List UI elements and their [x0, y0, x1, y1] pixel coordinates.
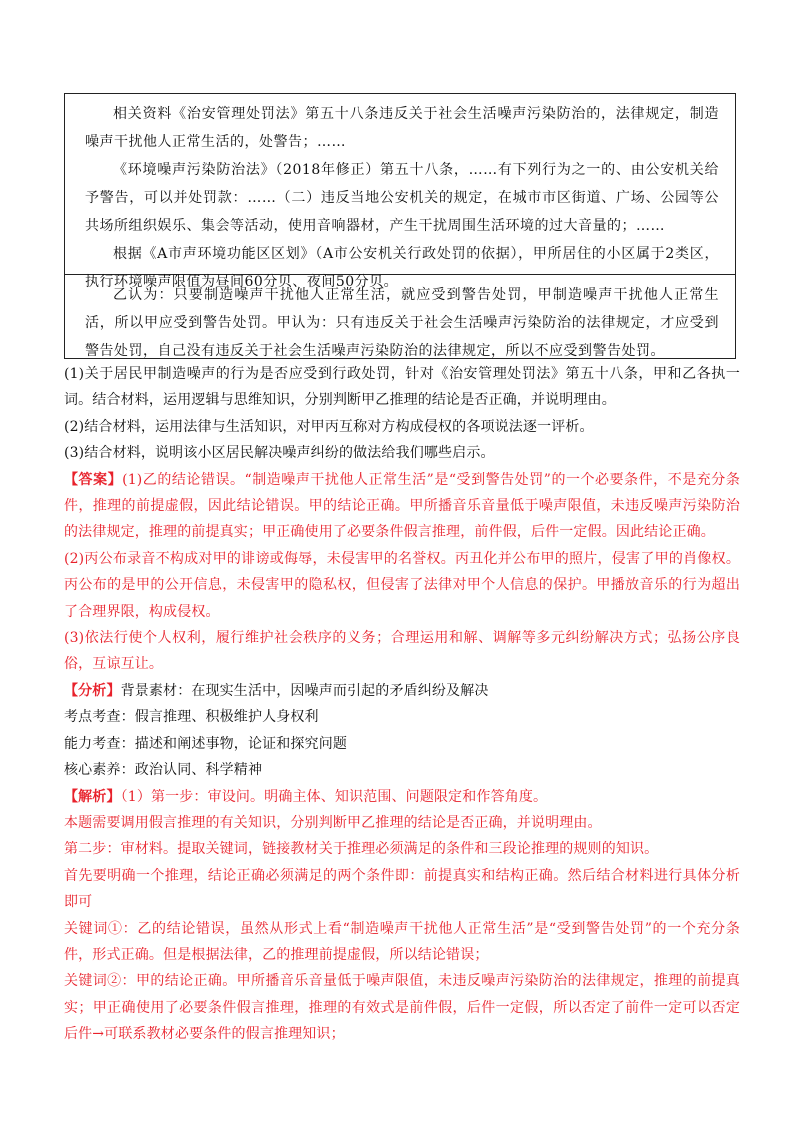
debate-paragraph: 乙认为：只要制造噪声干扰他人正常生活，就应受到警告处罚，甲制造噪声干扰他人正常生活，所以甲应受到警告处罚。甲认为：只有违反关于社会生活噪声污染防治的法律规定，才应受到警告处罚，自己没有违反关于社会生活噪声污染防治的法律规定，所以不应受到警告处罚。 — [85, 287, 719, 359]
answer-2: (2)丙公布录音不构成对甲的诽谤或侮辱，未侵害甲的名誉权。丙丑化并公布甲的照片，侵害了甲的肖像权。丙公布的是甲的公开信息，未侵害甲的隐私权，但侵害了法律对甲个人信息的保护。甲播放音乐的行为超出了合理界限，构成侵权。 — [64, 550, 740, 620]
explain-step2-detail: 首先要明确一个推理，结论正确必须满足的两个条件即：前提真实和结构正确。然后结合材料进行具体分析即可 — [64, 867, 740, 911]
explain-keyword-1: 关键词①：乙的结论错误，虽然从形式上看“制造噪声干扰他人正常生活”是“受到警告处罚”的一个充分条件，形式正确。但是根据法律，乙的推理前提虚假，所以结论错误； — [64, 920, 740, 963]
answer-tag: 【答案】 — [64, 471, 123, 488]
material-paragraph-3: 根据《A市声环境功能区区划》（A市公安机关行政处罚的依据），甲所居住的小区属于2类区，执行环境噪声限值为昼间60分贝、夜间50分贝。 — [85, 246, 719, 290]
material-paragraph-1: 相关资料《治安管理处罚法》第五十八条违反关于社会生活噪声污染防治的，法律规定，制造噪声干扰他人正常生活的，处警告；…… — [85, 106, 719, 150]
answer-3: (3)依法行使个人权利，履行维护社会秩序的义务；合理运用和解、调解等多元纠纷解决方式；弘扬公序良俗，互谅互让。 — [64, 630, 740, 673]
question-3: (3)结合材料，说明该小区居民解决噪声纠纷的做法给我们哪些启示。 — [64, 445, 495, 462]
analysis-tag: 【分析】 — [64, 682, 121, 699]
explain-tag: 【解析】 — [64, 788, 121, 805]
explain-step1 — [64, 784, 740, 810]
explain-step2: 第二步：审材料。提取关键词，链接教材关于推理必须满足的条件和三段论推理的规则的知识。 — [64, 841, 659, 858]
answer-1-text: (1)乙的结论错误。“制造噪声干扰他人正常生活”是“受到警告处罚”的一个必要条件，不是充分条件，推理的前提虚假，因此结论错误。甲的结论正确。甲所播音乐音量低于噪声限值，未违反噪声污染防治的法律规定，推理的前提真实；甲正确使用了必要条件假言推理，前件假，后件一定假。因此结论正确。 — [64, 471, 740, 541]
materials-box — [64, 93, 736, 290]
analysis-literacy: 核心素养：政治认同、科学精神 — [64, 762, 263, 779]
question-2: (2)结合材料，运用法律与生活知识，对甲丙互称对方构成侵权的各项说法逐一评析。 — [64, 418, 594, 435]
explain-keyword-2: 关键词②：甲的结论正确。甲所播音乐音量低于噪声限值，未违反噪声污染防治的法律规定，推理的前提真实；甲正确使用了必要条件假言推理，推理的有效式是前件假，后件一定假，所以否定了前件一定可以否定后件→可联系教材必要条件的假言推理知识； — [64, 973, 740, 1043]
analysis-ability: 能力考查：描述和阐述事物，论证和探究问题 — [64, 735, 347, 752]
analysis-background — [64, 678, 740, 704]
analysis-points: 考点考查：假言推理、积极维护人身权利 — [64, 709, 319, 726]
explain-step1-text: （1）第一步：审设问。明确主体、知识范围、问题限定和作答角度。 — [120, 788, 548, 805]
answer-1 — [64, 467, 740, 546]
question-1: (1)关于居民甲制造噪声的行为是否应受到行政处罚，针对《治安管理处罚法》第五十八条，甲和乙各执一词。结合材料，运用逻辑与思维知识，分别判断甲乙推理的结论是否正确，并说明理由。 — [64, 366, 740, 409]
analysis-background-text: 背景素材：在现实生活中，因噪声而引起的矛盾纠纷及解决 — [120, 682, 489, 699]
explain-step1-detail: 本题需要调用假言推理的有关知识，分别判断甲乙推理的结论是否正确，并说明理由。 — [64, 814, 602, 831]
material-paragraph-2: 《环境噪声污染防治法》（2018年修正）第五十八条，……有下列行为之一的、由公安机关给予警告，可以并处罚款：……（二）违反当地公安机关的规定，在城市市区街道、广场、公园等公共场所组织娱乐、集会等活动，使用音响器材，产生干扰周围生活环境的过大音量的；…… — [85, 162, 719, 234]
question-answer-section — [64, 361, 740, 1048]
debate-box — [64, 275, 736, 359]
